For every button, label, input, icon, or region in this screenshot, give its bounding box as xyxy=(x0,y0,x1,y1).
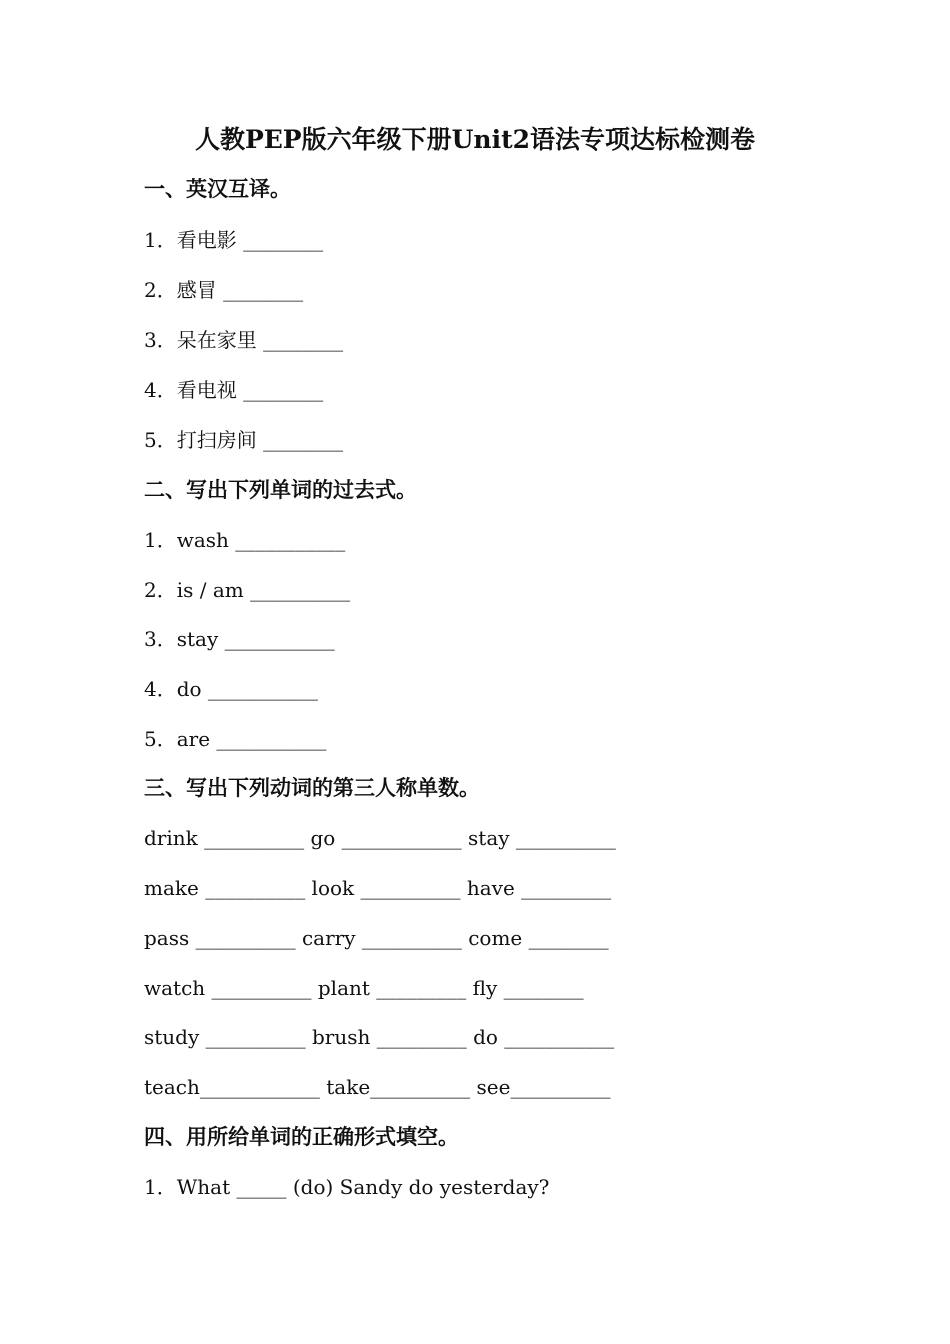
list-item: 1．What _____ (do) Sandy do yesterday? xyxy=(144,1175,550,1199)
list-item: 2．is / am __________ xyxy=(144,578,351,602)
list-item: watch __________ plant _________ fly ________ xyxy=(144,976,584,1000)
section-2-heading: 二、写出下列单词的过去式。 xyxy=(144,477,417,502)
list-item: study __________ brush _________ do ___________ xyxy=(144,1025,615,1049)
section-4-heading: 四、用所给单词的正确形式填空。 xyxy=(144,1124,459,1149)
section-1-heading: 一、英汉互译。 xyxy=(144,176,291,201)
page-title: 人教PEP版六年级下册Unit2语法专项达标检测卷 xyxy=(194,125,756,154)
list-item: 1．看电影 ________ xyxy=(144,228,324,252)
list-item: drink __________ go ____________ stay __________ xyxy=(144,826,616,850)
list-item: 3．呆在家里 ________ xyxy=(144,328,344,352)
list-item: 2．感冒 ________ xyxy=(144,278,304,302)
list-item: teach____________ take__________ see__________ xyxy=(144,1075,611,1099)
list-item: 4．看电视 ________ xyxy=(144,378,324,402)
list-item: 5．are ___________ xyxy=(144,727,327,751)
list-item: 1．wash ___________ xyxy=(144,528,346,552)
list-item: make __________ look __________ have _________ xyxy=(144,876,612,900)
list-item: 5．打扫房间 ________ xyxy=(144,428,344,452)
list-item: 4．do ___________ xyxy=(144,677,318,701)
section-3-heading: 三、写出下列动词的第三人称单数。 xyxy=(144,775,480,800)
list-item: pass __________ carry __________ come ________ xyxy=(144,926,609,950)
list-item: 3．stay ___________ xyxy=(144,627,335,651)
